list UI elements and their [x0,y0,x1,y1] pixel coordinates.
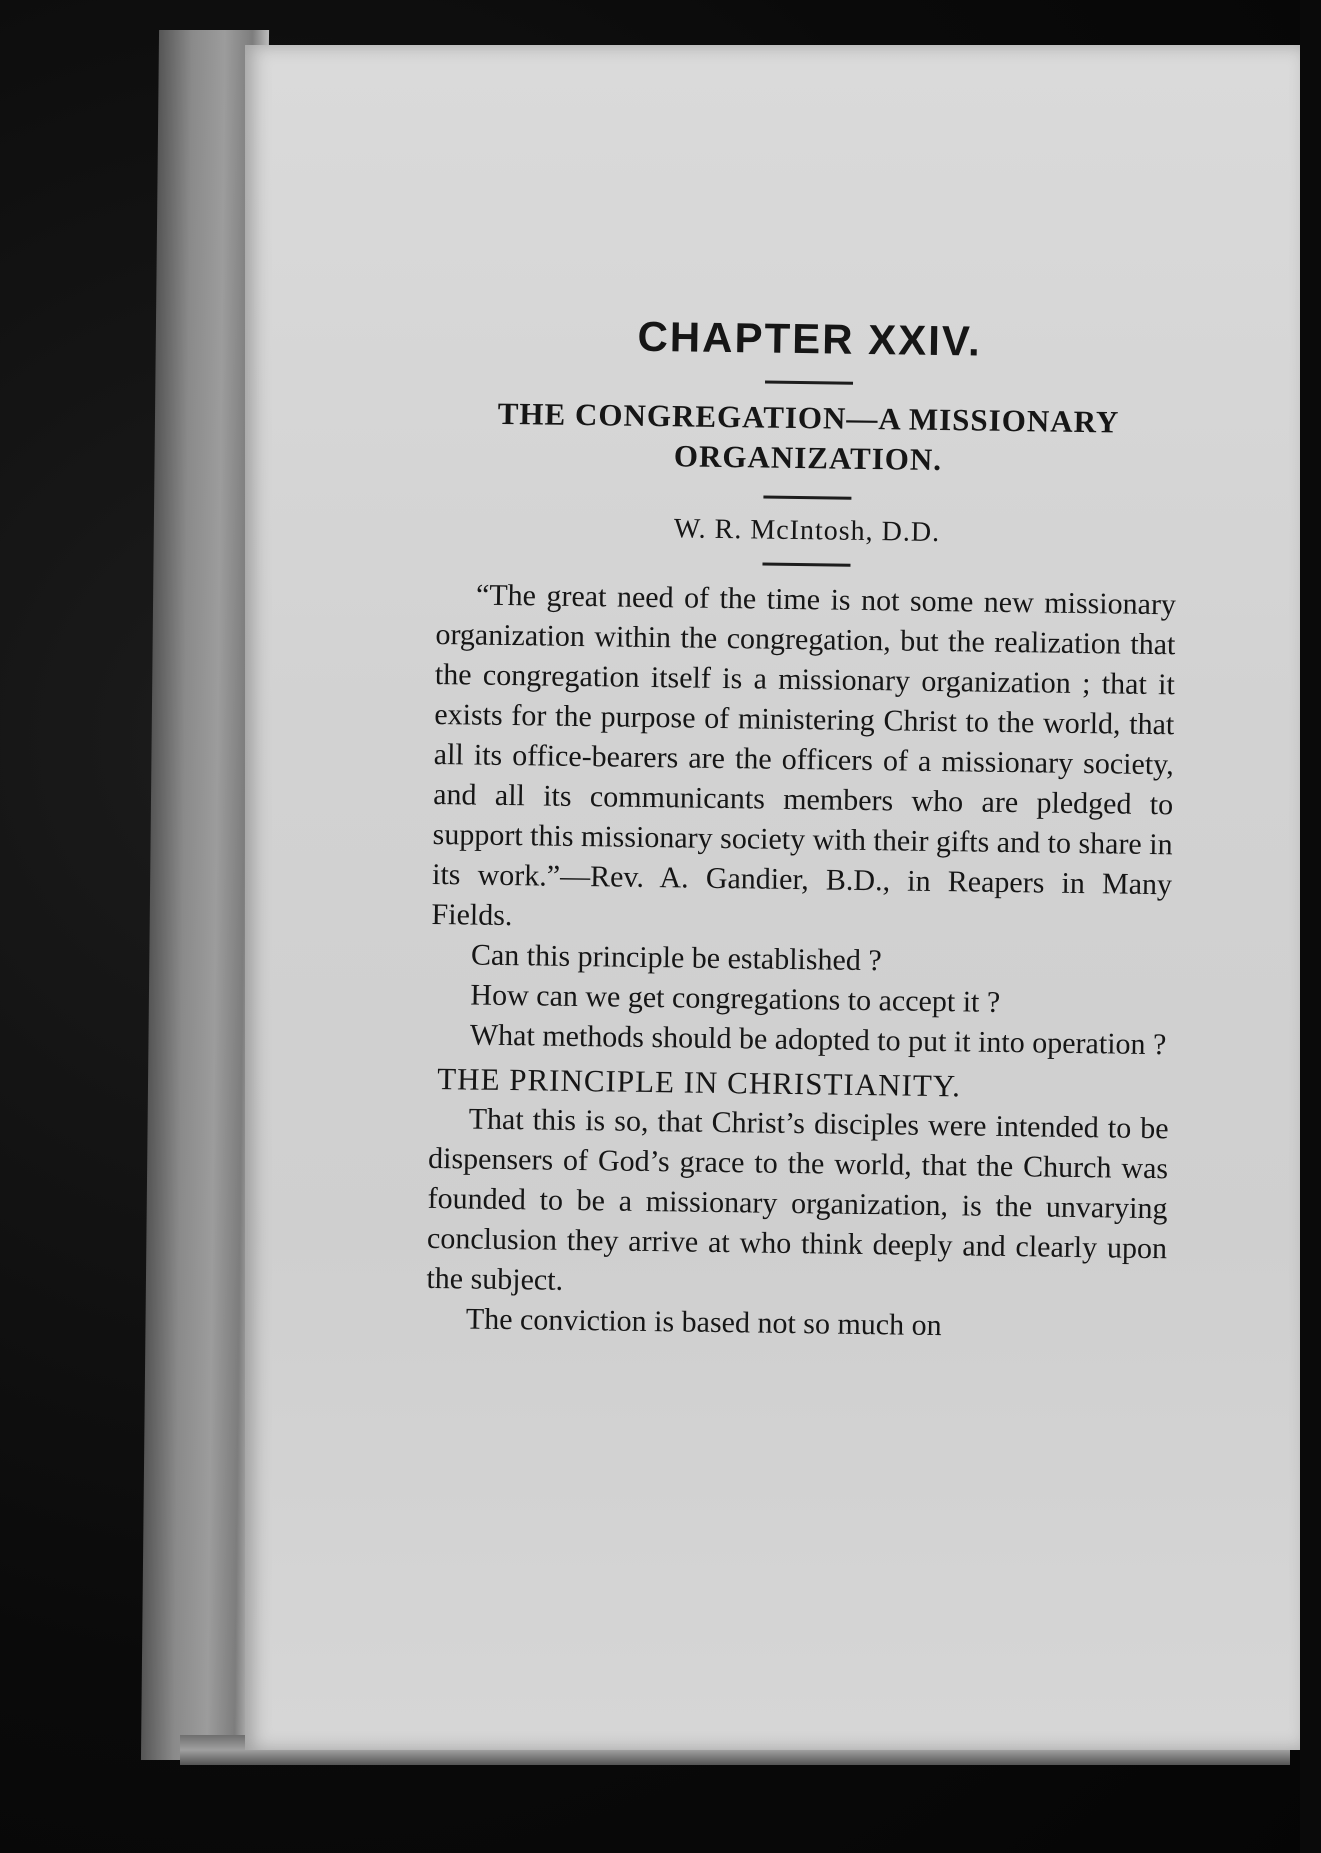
article-title-line-2: ORGANIZATION. [673,438,943,478]
body-text [426,575,1177,1349]
divider-rule [765,381,853,385]
question-paragraph: How can we get congregations to accept it ? [470,978,1001,1019]
quote-paragraph: “The great need of the time is not some new missionary organization within the congregation, but the realization that the congregation itself is a missionary organization ; that it exists for the purpose of ministering Christ to the world, that all its office-bearers are the officers of a missionary society, and all its communicants members who are pledged to support this missionary society with their gifts and to share in its work.”—Rev. A. Gandier, B.D., in Reapers in Many Fields. [431,578,1177,933]
article-title [438,393,1179,483]
question-paragraph: What methods should be adopted to put it into operation ? [469,1018,1167,1062]
section-paragraph: The conviction is based not so much on [465,1302,942,1343]
section-paragraph: That this is so, that Christ’s disciples were intended to be dispensers of God’s grace to the world, that the Church was founded to be a missionary organization, is the unvarying conclusion they arrive at who think deeply and clearly upon the subject. [426,1102,1169,1297]
divider-rule [763,496,851,500]
divider-rule [762,563,850,567]
question-paragraph: Can this principle be established ? [470,938,882,978]
chapter-heading: CHAPTER XXIV. [637,312,983,365]
right-dark-margin [1300,0,1321,1853]
page-text-block [426,310,1180,1349]
section-heading: THE PRINCIPLE IN CHRISTIANITY. [437,1061,962,1104]
author-byline: W. R. McIntosh, D.D. [673,513,941,549]
article-title-line-1: THE CONGREGATION—A MISSIONARY [497,395,1120,440]
